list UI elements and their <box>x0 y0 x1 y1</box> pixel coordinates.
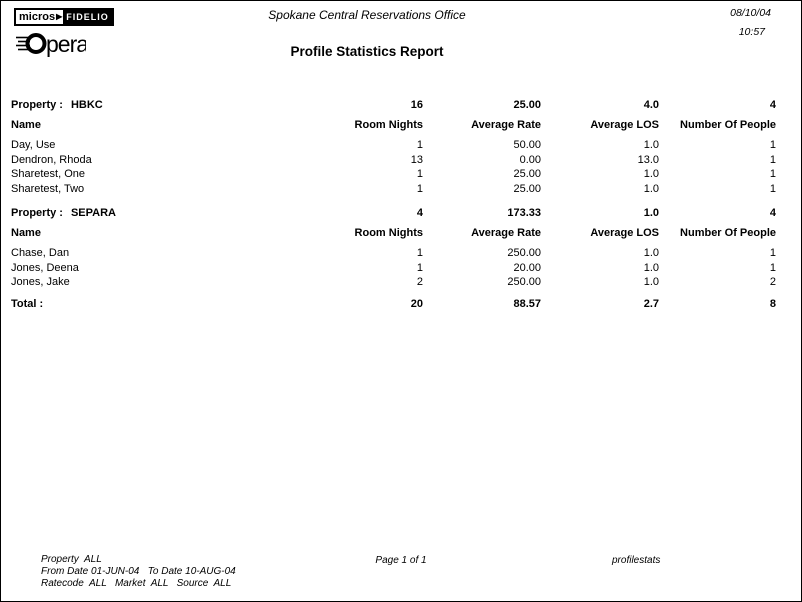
room-nights-value: 1 <box>416 139 423 151</box>
report-table <box>11 98 776 312</box>
column-header-row <box>11 118 776 133</box>
people-value: 1 <box>769 183 776 196</box>
column-header-row <box>11 226 776 241</box>
people-value: 1 <box>769 153 776 166</box>
summary-average-los: 4.0 <box>643 99 659 111</box>
arrow-right-icon: ▶ <box>56 10 63 24</box>
people-value: 2 <box>769 276 776 289</box>
summary-people: 4 <box>769 206 776 219</box>
total-average-los: 2.7 <box>643 297 659 310</box>
column-header-people: Number Of People <box>680 226 776 239</box>
column-header-average-rate: Average Rate <box>471 226 541 239</box>
average-los-value: 1.0 <box>643 168 659 181</box>
summary-room-nights: 4 <box>416 206 423 219</box>
room-nights-value: 1 <box>416 246 423 259</box>
average-los-value: 1.0 <box>643 183 659 196</box>
total-average-rate: 88.57 <box>513 297 541 310</box>
room-nights-value: 13 <box>410 153 423 166</box>
datetime-block <box>681 7 771 38</box>
filter-codes: Ratecode ALL Market ALL Source ALL <box>41 578 232 589</box>
table-row <box>11 153 776 168</box>
room-nights-value: 1 <box>416 261 423 274</box>
column-header-average-los: Average LOS <box>590 226 659 239</box>
summary-average-rate: 25.00 <box>513 99 541 111</box>
summary-average-rate: 173.33 <box>507 206 541 219</box>
total-row <box>11 297 776 312</box>
filter-property: Property ALL <box>41 554 102 565</box>
guest-name: Jones, Deena <box>11 261 79 274</box>
column-header-average-rate: Average Rate <box>471 119 541 131</box>
room-nights-value: 2 <box>416 276 423 289</box>
average-rate-value: 250.00 <box>507 276 541 289</box>
table-row <box>11 246 776 261</box>
fidelio-logo-text: FIDELIO <box>63 10 112 24</box>
total-people: 8 <box>769 297 776 310</box>
table-row <box>11 138 776 153</box>
guest-name: Sharetest, One <box>11 168 85 181</box>
office-title: Spokane Central Reservations Office <box>268 8 466 22</box>
average-rate-value: 25.00 <box>513 168 541 181</box>
table-row <box>11 275 776 290</box>
property-code: HBKC <box>70 99 103 111</box>
average-los-value: 1.0 <box>643 139 659 151</box>
property-summary-row <box>11 206 776 221</box>
guest-name: Jones, Jake <box>11 276 70 289</box>
summary-average-los: 1.0 <box>643 206 659 219</box>
guest-name: Chase, Dan <box>11 246 70 259</box>
average-rate-value: 50.00 <box>513 139 541 151</box>
average-los-value: 13.0 <box>637 153 659 166</box>
total-label: Total : <box>11 297 44 310</box>
column-header-people: Number Of People <box>680 119 776 131</box>
people-value: 1 <box>769 261 776 274</box>
column-header-room-nights: Room Nights <box>354 119 423 131</box>
average-los-value: 1.0 <box>643 246 659 259</box>
page-title: Profile Statistics Report <box>290 44 444 59</box>
header-titles <box>1 1 733 59</box>
table-row <box>11 167 776 182</box>
report-id: profilestats <box>612 555 661 566</box>
summary-people: 4 <box>769 99 776 111</box>
column-header-average-los: Average LOS <box>590 119 659 131</box>
room-nights-value: 1 <box>416 183 423 196</box>
guest-name: Sharetest, Two <box>11 183 85 196</box>
property-code: SEPARA <box>70 206 116 219</box>
average-rate-value: 25.00 <box>513 183 541 196</box>
filter-dates: From Date 01-JUN-04 To Date 10-AUG-04 <box>41 566 236 577</box>
average-rate-value: 0.00 <box>519 153 541 166</box>
total-room-nights: 20 <box>410 297 423 310</box>
opera-logo-text: pera <box>46 31 86 57</box>
report-date: 08/10/04 <box>730 7 771 19</box>
guest-name: Day, Use <box>11 139 56 151</box>
people-value: 1 <box>769 246 776 259</box>
column-header-name: Name <box>11 119 41 131</box>
average-los-value: 1.0 <box>643 276 659 289</box>
column-header-room-nights: Room Nights <box>354 226 423 239</box>
column-header-name: Name <box>11 226 41 239</box>
page-number: Page 1 of 1 <box>375 555 427 566</box>
people-value: 1 <box>769 168 776 181</box>
property-summary-row <box>11 98 776 113</box>
table-row <box>11 261 776 276</box>
micros-logo-text: micros <box>16 10 56 24</box>
table-row <box>11 182 776 197</box>
property-label: Property : HBKC <box>11 99 103 111</box>
average-rate-value: 20.00 <box>513 261 541 274</box>
people-value: 1 <box>769 139 776 151</box>
guest-name: Dendron, Rhoda <box>11 153 92 166</box>
average-los-value: 1.0 <box>643 261 659 274</box>
report-time: 10:57 <box>738 26 765 38</box>
average-rate-value: 250.00 <box>507 246 541 259</box>
summary-room-nights: 16 <box>410 99 423 111</box>
room-nights-value: 1 <box>416 168 423 181</box>
property-label: Property : SEPARA <box>11 206 116 219</box>
